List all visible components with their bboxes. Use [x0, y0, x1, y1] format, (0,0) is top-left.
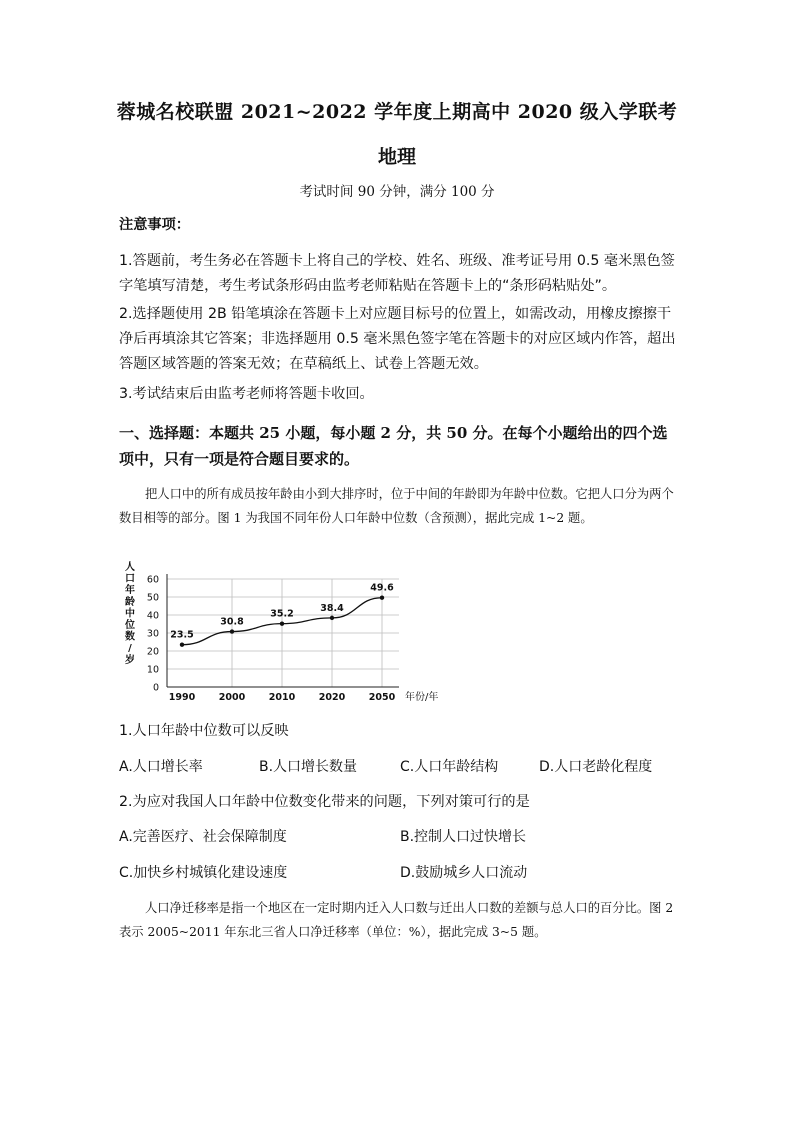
notice-item-1: 1.答题前，考生务必在答题卡上将自己的学校、姓名、班级、准考证号用 0.5 毫米黑色签字笔填写清楚，考生考试条形码由监考老师粘贴在答题卡上的“条形码粘贴处”。: [119, 253, 675, 294]
data-label: 35.2: [270, 608, 294, 620]
q2-option-d[interactable]: D.鼓励城乡人口流动: [400, 865, 528, 881]
data-label: 38.4: [320, 602, 344, 614]
y-tick-label: 20: [146, 646, 159, 658]
x-tick-label: 1990: [168, 692, 196, 703]
y-axis-label-char: 中: [125, 608, 135, 620]
q2-options-row2: [119, 862, 679, 887]
data-point: [380, 596, 384, 600]
exam-info: 考试时间 90 分钟，满分 100 分: [299, 184, 495, 200]
y-tick-label: 40: [146, 610, 159, 622]
subject-title: 地理: [377, 146, 416, 168]
median-age-chart: [117, 560, 447, 708]
exam-title: 蓉城名校联盟 2021~2022 学年度上期高中 2020 级入学联考: [116, 101, 678, 123]
data-label: 49.6: [370, 582, 394, 594]
y-axis-label-char: 龄: [125, 596, 135, 608]
y-tick-label: 30: [146, 628, 159, 640]
q1-option-b[interactable]: B.人口增长数量: [259, 759, 358, 775]
y-axis-label-char: 口: [125, 573, 135, 585]
q1-option-d[interactable]: D.人口老龄化程度: [539, 759, 653, 775]
q2-stem: 2.为应对我国人口年龄中位数变化带来的问题，下列对策可行的是: [119, 794, 530, 810]
x-axis-label: 年份/年: [405, 692, 439, 703]
y-tick-label: 60: [146, 574, 159, 586]
y-axis-label-char: 位: [125, 620, 135, 631]
x-tick-label: 2010: [268, 692, 296, 703]
y-axis-label-char: 岁: [125, 654, 135, 666]
q1-option-a[interactable]: A.人口增长率: [119, 759, 203, 775]
q1-options: [119, 756, 679, 781]
x-tick-label: 2000: [218, 692, 246, 703]
data-point: [230, 629, 234, 633]
data-label: 30.8: [220, 616, 244, 628]
q1-option-c[interactable]: C.人口年龄结构: [400, 759, 499, 775]
q1-stem: 1.人口年龄中位数可以反映: [119, 723, 289, 739]
y-tick-label: 10: [146, 664, 159, 676]
notice-item-2: 2.选择题使用 2B 铅笔填涂在答题卡上对应题目标号的位置上，如需改动，用橡皮擦擦干净后再填涂其它答案；非选择题用 0.5 毫米黑色签字笔在答题卡的对应区域内作答，超出答题区域答题的答案无效；在草稿纸上、试卷上答题无效。: [119, 306, 676, 372]
y-axis-label-char: 人: [125, 562, 135, 573]
x-tick-label: 2020: [318, 692, 346, 703]
x-tick-label: 2050: [368, 692, 396, 703]
data-label: 23.5: [170, 629, 194, 641]
y-axis-label-char: 数: [125, 631, 135, 643]
median-age-chart-svg: [117, 560, 447, 708]
notice-heading: 注意事项：: [119, 217, 190, 233]
data-point: [330, 616, 334, 620]
y-tick-label: 0: [152, 682, 159, 694]
data-point: [180, 643, 184, 647]
y-axis-label-char: /: [128, 643, 132, 655]
q2-option-b[interactable]: B.控制人口过快增长: [400, 829, 527, 845]
y-tick-label: 50: [146, 592, 159, 604]
data-point: [280, 621, 284, 625]
q2-option-a[interactable]: A.完善医疗、社会保障制度: [119, 829, 287, 845]
section-heading: 一、选择题：本题共 25 小题，每小题 2 分，共 50 分。在每个小题给出的四个选项中，只有一项是符合题目要求的。: [119, 424, 668, 468]
y-axis-label-char: 年: [125, 585, 135, 597]
q2-option-c[interactable]: C.加快乡村城镇化建设速度: [119, 865, 288, 881]
material-2: 人口净迁移率是指一个地区在一定时期内迁入人口数与迁出人口数的差额与总人口的百分比。图 2 表示 2005~2011 年东北三省人口净迁移率（单位：%），据此完成 3~5 题。: [119, 901, 674, 939]
notice-item-3: 3.考试结束后由监考老师将答题卡收回。: [119, 386, 374, 402]
material-1: 把人口中的所有成员按年龄由小到大排序时，位于中间的年龄即为年龄中位数。它把人口分为两个数目相等的部分。图 1 为我国不同年份人口年龄中位数（含预测），据此完成 1~2 题。: [119, 487, 674, 525]
q2-options-row1: [119, 826, 679, 851]
